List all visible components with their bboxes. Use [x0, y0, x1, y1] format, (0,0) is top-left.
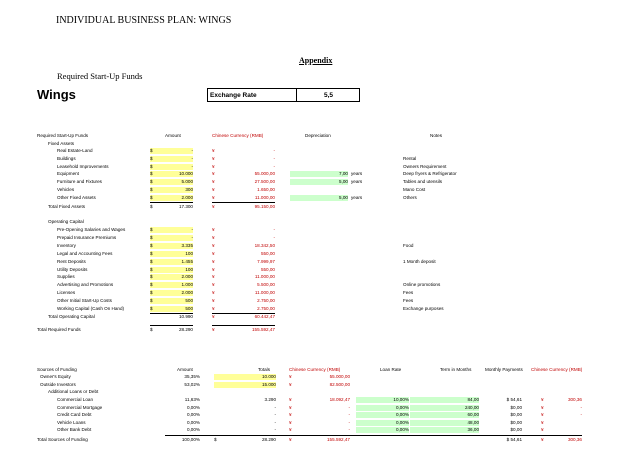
- loan-rate[interactable]: 0,00%: [356, 427, 409, 433]
- fixed-assets-label: Fixed Assets: [48, 141, 75, 146]
- monthly-payment: $0,00: [510, 412, 522, 418]
- fixed-asset-label: Leasehold Improvements: [57, 163, 109, 169]
- total-rule: [150, 325, 193, 326]
- exchange-rate-value[interactable]: 5,5: [323, 92, 334, 99]
- dollar-sign: $: [150, 148, 156, 154]
- operating-item-amount[interactable]: 100: [156, 251, 193, 257]
- debt-label: Commercial Mortgage: [57, 404, 103, 410]
- dollar-sign: $: [150, 235, 156, 241]
- debt-rmb: -: [348, 404, 350, 410]
- dollar-sign: $: [214, 437, 217, 442]
- funding-total-amount: 28.290: [261, 437, 276, 442]
- dollar-sign: $: [150, 187, 156, 193]
- operating-item-label: Advertising and Promotions: [57, 282, 114, 288]
- funding-total-pct: 100,00%: [181, 437, 200, 442]
- fixed-asset-note: Owners Requirement: [403, 163, 447, 169]
- operating-item-amount[interactable]: 500: [156, 306, 193, 312]
- operating-item-note: Online promotions: [403, 282, 441, 288]
- operating-item-label: Prepaid Insurance Premiums: [57, 234, 117, 240]
- debt-label: Other Bank Debt: [57, 427, 92, 433]
- total-rule: [165, 435, 582, 436]
- fixed-asset-rmb: 55.000,00: [254, 171, 275, 177]
- operating-item-amount[interactable]: -: [156, 227, 193, 233]
- debt-pct: 0,00%: [186, 404, 200, 410]
- total-rule: [150, 202, 193, 203]
- col-rmb: Chinese Currency (RMB): [212, 133, 264, 138]
- fixed-asset-label: Vehicles: [57, 187, 75, 192]
- dollar-sign: $: [150, 243, 156, 249]
- yen-sign: ¥: [212, 204, 215, 209]
- col-totals: Totals: [258, 367, 270, 372]
- yen-sign: ¥: [212, 187, 215, 192]
- debt-pct: 0,00%: [186, 412, 200, 418]
- yen-sign: ¥: [212, 234, 215, 240]
- operating-item-label: Working Capital (Cash On Hand): [57, 306, 125, 311]
- fixed-asset-amount[interactable]: -: [156, 148, 193, 154]
- yen-sign: ¥: [212, 250, 215, 256]
- section-subtitle: Required Start-Up Funds: [57, 71, 143, 81]
- yen-sign: ¥: [212, 327, 215, 332]
- total-rule-rmb: [212, 202, 275, 203]
- debt-total: -: [274, 427, 276, 433]
- debt-rmb: -: [348, 427, 350, 433]
- loan-rate[interactable]: 0,00%: [356, 405, 409, 411]
- yen-sign: ¥: [289, 374, 292, 379]
- dollar-sign: $: [150, 164, 156, 170]
- total-operating-amount: 10.990: [178, 314, 193, 319]
- operating-item-note: Exchange purposes: [403, 306, 444, 311]
- company-name: Wings: [37, 87, 76, 102]
- dollar-sign: $: [150, 171, 156, 177]
- operating-item-label: Pre-Opening Salaries and Wages: [57, 227, 126, 232]
- total-operating-rmb: 60.442,47: [254, 314, 275, 319]
- yen-sign: ¥: [212, 314, 215, 319]
- appendix-title: Appendix: [299, 56, 333, 65]
- loan-term[interactable]: 240,00: [410, 405, 479, 411]
- loan-term[interactable]: 84,00: [410, 397, 479, 403]
- debt-total: -: [274, 404, 276, 410]
- fixed-asset-rmb: 27.500,00: [254, 179, 275, 185]
- operating-item-note: Fees: [403, 298, 414, 304]
- operating-item-rmb: 550,00: [260, 250, 275, 256]
- operating-item-rmb: 11.000,00: [254, 290, 275, 296]
- funding-source-label: Owner's Equity: [40, 374, 71, 379]
- operating-item-rmb: -: [273, 234, 275, 240]
- yen-sign: ¥: [212, 163, 215, 169]
- fixed-asset-label: Equipment: [57, 171, 79, 177]
- operating-item-amount[interactable]: 2.000: [156, 290, 193, 296]
- operating-item-rmb: 5.500,00: [257, 282, 275, 288]
- monthly-payment-rmb: -: [580, 404, 582, 410]
- total-fixed-label: Total Fixed Assets: [48, 204, 86, 209]
- dollar-sign: $: [150, 290, 156, 296]
- fixed-asset-amount[interactable]: 300: [156, 187, 193, 193]
- fixed-asset-rmb: 1.650,00: [257, 187, 275, 192]
- debt-pct: 11,63%: [184, 397, 200, 402]
- funding-source-total[interactable]: 15.000: [214, 382, 276, 388]
- col-notes: Notes: [430, 133, 443, 138]
- col-amount: Amount: [165, 133, 181, 138]
- col-fund-rmb: Chinese Currency (RMB): [289, 367, 341, 372]
- depreciation-years[interactable]: 7,00: [290, 171, 348, 177]
- dollar-sign: $: [150, 274, 156, 280]
- operating-item-label: Licenses: [57, 290, 76, 296]
- fixed-asset-label: Buildings: [57, 155, 76, 161]
- monthly-payment-rmb: -: [580, 412, 582, 418]
- yen-sign: ¥: [212, 306, 215, 311]
- funding-total-monthly: $ 54,61: [506, 437, 522, 442]
- col-monthly: Monthly Payments: [485, 367, 523, 372]
- funding-total-label: Total Sources of Funding: [37, 437, 88, 442]
- dollar-sign: $: [150, 251, 156, 257]
- yen-sign: ¥: [541, 397, 544, 402]
- loan-term[interactable]: 60,00: [410, 412, 479, 418]
- yen-sign: ¥: [212, 227, 215, 232]
- fixed-asset-rmb: -: [273, 148, 275, 153]
- years-label: years: [351, 171, 363, 177]
- yen-sign: ¥: [289, 419, 292, 425]
- operating-capital-label: Operating Capital: [48, 219, 84, 224]
- dollar-sign: $: [150, 156, 156, 162]
- yen-sign: ¥: [541, 404, 544, 410]
- monthly-payment-rmb: 300,36: [567, 397, 582, 402]
- funding-total-rmb: 155.592,47: [327, 437, 350, 442]
- fixed-asset-note: Others: [403, 194, 417, 200]
- total-fixed-amount: 17.300: [178, 204, 193, 209]
- operating-item-label: Rent Deposits: [57, 258, 86, 264]
- operating-item-amount[interactable]: 500: [156, 298, 193, 304]
- col-loan-rate: Loan Rate: [380, 367, 402, 372]
- depreciation-years[interactable]: 5,00: [290, 179, 348, 185]
- additional-debt-label: Additional Loans or Debt: [48, 389, 99, 394]
- fixed-asset-rmb: 11.000,00: [254, 194, 275, 200]
- col-term: Term in Months: [440, 367, 472, 372]
- debt-rmb: -: [348, 412, 350, 418]
- operating-item-rmb: 2.750,00: [257, 306, 275, 311]
- operating-item-label: Other Initial Start-Up Costs: [57, 298, 112, 304]
- operating-item-amount[interactable]: 100: [156, 267, 193, 273]
- dollar-sign: $: [150, 204, 153, 209]
- loan-rate[interactable]: 0,00%: [356, 420, 409, 426]
- operating-item-amount[interactable]: 1.455: [156, 259, 193, 265]
- yen-sign: ¥: [212, 298, 215, 304]
- yen-sign: ¥: [289, 397, 292, 402]
- yen-sign: ¥: [212, 282, 215, 288]
- yen-sign: ¥: [212, 194, 215, 200]
- dollar-sign: $: [150, 259, 156, 265]
- dollar-sign: $: [150, 179, 156, 185]
- fixed-asset-label: Real Estate-Land: [57, 148, 93, 153]
- depreciation-years[interactable]: 5,00: [290, 195, 348, 201]
- yen-sign: ¥: [289, 437, 292, 442]
- yen-sign: ¥: [212, 274, 215, 280]
- fixed-asset-rmb: -: [273, 163, 275, 169]
- exchange-rate-label: Exchange Rate: [210, 92, 257, 99]
- yen-sign: ¥: [289, 381, 292, 387]
- monthly-payment: $0,00: [510, 404, 522, 410]
- debt-pct: 0,00%: [186, 419, 200, 425]
- monthly-payment: $0,00: [510, 427, 522, 433]
- fixed-asset-amount[interactable]: 2.000: [156, 195, 193, 201]
- col-required-funds: Required Start-Up Funds: [37, 133, 89, 138]
- operating-item-rmb: 11.000,00: [254, 274, 275, 280]
- fixed-asset-rmb: -: [273, 155, 275, 161]
- yen-sign: ¥: [212, 266, 215, 272]
- col-sources: Sources of Funding: [37, 367, 77, 372]
- debt-label: Vehicle Loans: [57, 419, 86, 425]
- debt-label: Credit Card Debt: [57, 412, 92, 418]
- dollar-sign: $: [150, 267, 156, 273]
- operating-item-rmb: 18.342,50: [254, 242, 275, 248]
- dollar-sign: $: [150, 195, 156, 201]
- dollar-sign: $: [150, 327, 153, 332]
- operating-item-note: Food: [403, 242, 414, 248]
- funding-source-pct: 53,02%: [184, 381, 200, 387]
- yen-sign: ¥: [212, 258, 215, 264]
- col-monthly-rmb: Chinese Currency (RMB): [531, 367, 583, 372]
- fixed-asset-note: Mano Cost: [403, 187, 426, 192]
- yen-sign: ¥: [212, 171, 215, 177]
- operating-item-rmb: -: [273, 227, 275, 232]
- monthly-payment: $0,00: [510, 419, 522, 425]
- years-label: years: [351, 179, 363, 185]
- total-required-label: Total Required Funds: [37, 327, 81, 332]
- total-fixed-rmb: 95.150,00: [254, 204, 275, 209]
- yen-sign: ¥: [212, 179, 215, 185]
- operating-item-amount[interactable]: 1.000: [156, 282, 193, 288]
- yen-sign: ¥: [541, 412, 544, 418]
- total-operating-label: Total Operating Capital: [48, 314, 95, 319]
- funding-source-pct: 35,35%: [184, 374, 200, 379]
- fixed-asset-label: Furniture and Fixtures: [57, 179, 102, 185]
- yen-sign: ¥: [289, 412, 292, 418]
- loan-term[interactable]: 36,00: [410, 427, 479, 433]
- yen-sign: ¥: [541, 427, 544, 433]
- fixed-asset-amount[interactable]: 5.000: [156, 179, 193, 185]
- operating-item-rmb: 7.999,97: [257, 258, 275, 264]
- operating-item-amount[interactable]: 2.000: [156, 274, 193, 280]
- operating-item-rmb: 2.750,00: [257, 298, 275, 304]
- operating-item-amount[interactable]: 3.335: [156, 243, 193, 249]
- fixed-asset-note: Deep fryers & Refrigerator: [403, 171, 457, 177]
- yen-sign: ¥: [289, 404, 292, 410]
- debt-total: -: [274, 412, 276, 418]
- yen-sign: ¥: [541, 437, 544, 442]
- total-rule-rmb: [212, 325, 275, 326]
- fixed-asset-amount[interactable]: -: [156, 164, 193, 170]
- debt-total: 3.290: [264, 397, 276, 402]
- debt-label: Commercial Loan: [57, 397, 93, 402]
- years-label: years: [351, 194, 363, 200]
- yen-sign: ¥: [212, 148, 215, 153]
- yen-sign: ¥: [212, 155, 215, 161]
- total-required-amount: 28.290: [178, 327, 193, 332]
- debt-rmb: 18.092,47: [329, 397, 350, 402]
- operating-item-amount[interactable]: -: [156, 235, 193, 241]
- funding-total-monthly-rmb: 300,36: [567, 437, 582, 442]
- dollar-sign: $: [150, 298, 156, 304]
- operating-item-label: Supplies: [57, 274, 75, 280]
- yen-sign: ¥: [212, 290, 215, 296]
- fixed-asset-note: Tables and utensils: [403, 179, 443, 185]
- debt-pct: 0,00%: [186, 427, 200, 433]
- funding-source-total[interactable]: 10.000: [214, 374, 276, 380]
- loan-rate[interactable]: 0,00%: [356, 412, 409, 418]
- loan-rate[interactable]: 10,00%: [356, 397, 409, 403]
- funding-source-label: Outside Investors: [40, 381, 76, 387]
- dollar-sign: $: [150, 227, 156, 233]
- fixed-asset-note: Rental: [403, 155, 417, 161]
- dollar-sign: $: [150, 282, 156, 288]
- col-depreciation: Depreciation: [305, 133, 331, 138]
- dollar-sign: $: [150, 306, 156, 312]
- fixed-asset-amount[interactable]: -: [156, 156, 193, 162]
- operating-item-label: Inventory: [57, 242, 76, 248]
- yen-sign: ¥: [541, 419, 544, 425]
- loan-term[interactable]: 48,00: [410, 420, 479, 426]
- fixed-asset-amount[interactable]: 10.000: [156, 171, 193, 177]
- funding-source-rmb: 55.000,00: [329, 374, 350, 379]
- operating-item-label: Utility Deposits: [57, 266, 88, 272]
- yen-sign: ¥: [289, 427, 292, 433]
- operating-item-label: Legal and Accounting Fees: [57, 250, 113, 256]
- total-required-rmb: 155.592,47: [252, 327, 275, 332]
- yen-sign: ¥: [212, 242, 215, 248]
- operating-item-note: Fees: [403, 290, 414, 296]
- debt-rmb: -: [348, 419, 350, 425]
- monthly-payment: $ 54,61: [506, 397, 522, 402]
- operating-item-rmb: 550,00: [260, 266, 275, 272]
- debt-total: -: [274, 419, 276, 425]
- operating-item-note: 1 Month deposit: [403, 258, 436, 264]
- page-title: INDIVIDUAL BUSINESS PLAN: WINGS: [56, 15, 232, 26]
- fixed-asset-label: Other Fixed Assets: [57, 194, 96, 200]
- col-fund-amount: Amount: [177, 367, 193, 372]
- funding-source-rmb: 82.500,00: [329, 381, 350, 387]
